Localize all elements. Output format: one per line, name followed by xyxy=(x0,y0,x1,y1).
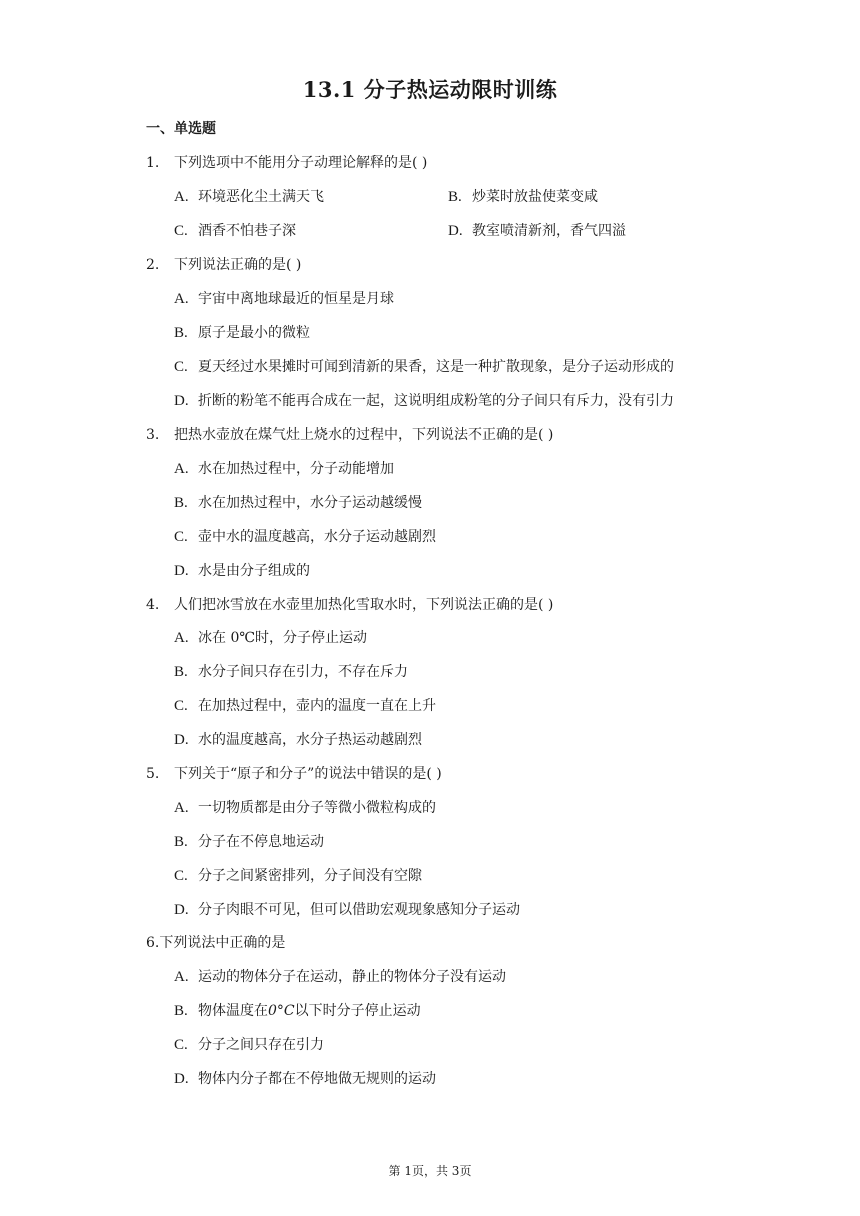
question-stem xyxy=(146,424,553,444)
option-b xyxy=(448,186,598,206)
option-text: 冰在 0℃时，分子停止运动 xyxy=(198,630,368,646)
option-letter: C. xyxy=(174,529,188,545)
question-number: 1. xyxy=(146,155,160,171)
question-text: 下列关于“原子和分子”的说法中错误的是( ) xyxy=(174,766,442,782)
option-c xyxy=(174,526,436,546)
option-a xyxy=(174,966,506,986)
option-b xyxy=(174,1000,421,1020)
option-c xyxy=(174,1034,324,1054)
option-letter: D. xyxy=(174,902,189,918)
question-stem xyxy=(146,254,301,274)
option-letter: B. xyxy=(174,495,188,511)
math-temperature: 0°C xyxy=(268,1003,295,1019)
option-text: 分子肉眼不可见，但可以借助宏观现象感知分子运动 xyxy=(198,902,520,918)
option-letter: B. xyxy=(174,325,188,341)
option-c xyxy=(174,356,674,376)
option-d xyxy=(174,560,310,580)
option-text: 物体内分子都在不停地做无规则的运动 xyxy=(198,1071,436,1087)
option-text: 原子是最小的微粒 xyxy=(198,325,310,341)
option-text: 水的温度越高，水分子热运动越剧烈 xyxy=(198,732,422,748)
question-stem xyxy=(146,594,553,614)
option-a xyxy=(174,458,394,478)
option-b xyxy=(174,661,408,681)
option-letter: C. xyxy=(174,223,188,239)
option-text: 酒香不怕巷子深 xyxy=(198,223,296,239)
option-letter: D. xyxy=(448,223,463,239)
option-letter: D. xyxy=(174,1071,189,1087)
question-text: 下列说法中正确的是 xyxy=(159,935,286,951)
option-b xyxy=(174,492,422,512)
option-letter: D. xyxy=(174,393,189,409)
option-letter: B. xyxy=(174,664,188,680)
option-a xyxy=(174,627,367,647)
option-letter: C. xyxy=(174,698,188,714)
page-title: 13.1 分子热运动限时训练 xyxy=(302,77,558,102)
option-text: 分子之间只存在引力 xyxy=(198,1037,324,1053)
option-letter: A. xyxy=(174,800,189,816)
question-number: 3. xyxy=(146,427,160,443)
option-text: 水在加热过程中，分子动能增加 xyxy=(198,461,394,477)
option-letter: A. xyxy=(174,969,189,985)
option-c xyxy=(174,695,436,715)
option-letter: A. xyxy=(174,630,189,646)
option-a xyxy=(174,186,324,206)
option-b xyxy=(174,322,310,342)
question-text: 把热水壶放在煤气灶上烧水的过程中，下列说法不正确的是( ) xyxy=(174,427,554,443)
option-text: 环境恶化尘土满天飞 xyxy=(198,189,324,205)
option-letter: C. xyxy=(174,359,188,375)
option-text: 炒菜时放盐使菜变咸 xyxy=(472,189,598,205)
option-letter: C. xyxy=(174,1037,188,1053)
option-letter: C. xyxy=(174,868,188,884)
option-a xyxy=(174,288,394,308)
option-text: 宇宙中离地球最近的恒星是月球 xyxy=(198,291,394,307)
option-text: 水在加热过程中，水分子运动越缓慢 xyxy=(198,495,422,511)
question-number: 4. xyxy=(146,597,160,613)
question-stem xyxy=(146,932,285,952)
option-text: 壶中水的温度越高，水分子运动越剧烈 xyxy=(198,529,436,545)
option-text: 运动的物体分子在运动，静止的物体分子没有运动 xyxy=(198,969,506,985)
option-c xyxy=(174,220,296,240)
option-text: 水分子间只存在引力，不存在斥力 xyxy=(198,664,408,680)
option-text: 在加热过程中，壶内的温度一直在上升 xyxy=(198,698,436,714)
option-text: 一切物质都是由分子等微小微粒构成的 xyxy=(198,800,436,816)
option-letter: D. xyxy=(174,732,189,748)
option-a xyxy=(174,797,436,817)
question-text: 人们把冰雪放在水壶里加热化雪取水时，下列说法正确的是( ) xyxy=(174,597,554,613)
question-number: 6. xyxy=(146,935,160,951)
option-letter: A. xyxy=(174,189,189,205)
option-text: 教室喷清新剂，香气四溢 xyxy=(472,223,626,239)
option-d xyxy=(174,899,520,919)
page-footer: 第 1页，共 3页 xyxy=(388,1164,472,1178)
option-letter: A. xyxy=(174,461,189,477)
option-letter: B. xyxy=(174,834,188,850)
question-text: 下列选项中不能用分子动理论解释的是( ) xyxy=(174,155,428,171)
option-text-pre: 物体温度在 xyxy=(198,1003,268,1019)
option-c xyxy=(174,865,422,885)
option-text-post: 以下时分子停止运动 xyxy=(294,1003,421,1019)
question-number: 5. xyxy=(146,766,160,782)
option-text: 分子之间紧密排列，分子间没有空隙 xyxy=(198,868,422,884)
option-b xyxy=(174,831,324,851)
question-text: 下列说法正确的是( ) xyxy=(174,257,302,273)
option-text: 折断的粉笔不能再合成在一起，这说明组成粉笔的分子间只有斥力，没有引力 xyxy=(198,393,674,409)
section-heading: 一、单选题 xyxy=(146,121,216,137)
question-stem xyxy=(146,152,427,172)
option-letter: A. xyxy=(174,291,189,307)
option-text: 水是由分子组成的 xyxy=(198,563,310,579)
option-text: 夏天经过水果摊时可闻到清新的果香，这是一种扩散现象，是分子运动形成的 xyxy=(198,359,674,375)
option-letter: D. xyxy=(174,563,189,579)
option-text: 分子在不停息地运动 xyxy=(198,834,324,850)
option-letter: B. xyxy=(174,1003,188,1019)
question-stem xyxy=(146,763,442,783)
option-d xyxy=(174,1068,436,1088)
option-d xyxy=(174,390,674,410)
option-d xyxy=(174,729,422,749)
option-d xyxy=(448,220,626,240)
option-letter: B. xyxy=(448,189,462,205)
question-number: 2. xyxy=(146,257,160,273)
